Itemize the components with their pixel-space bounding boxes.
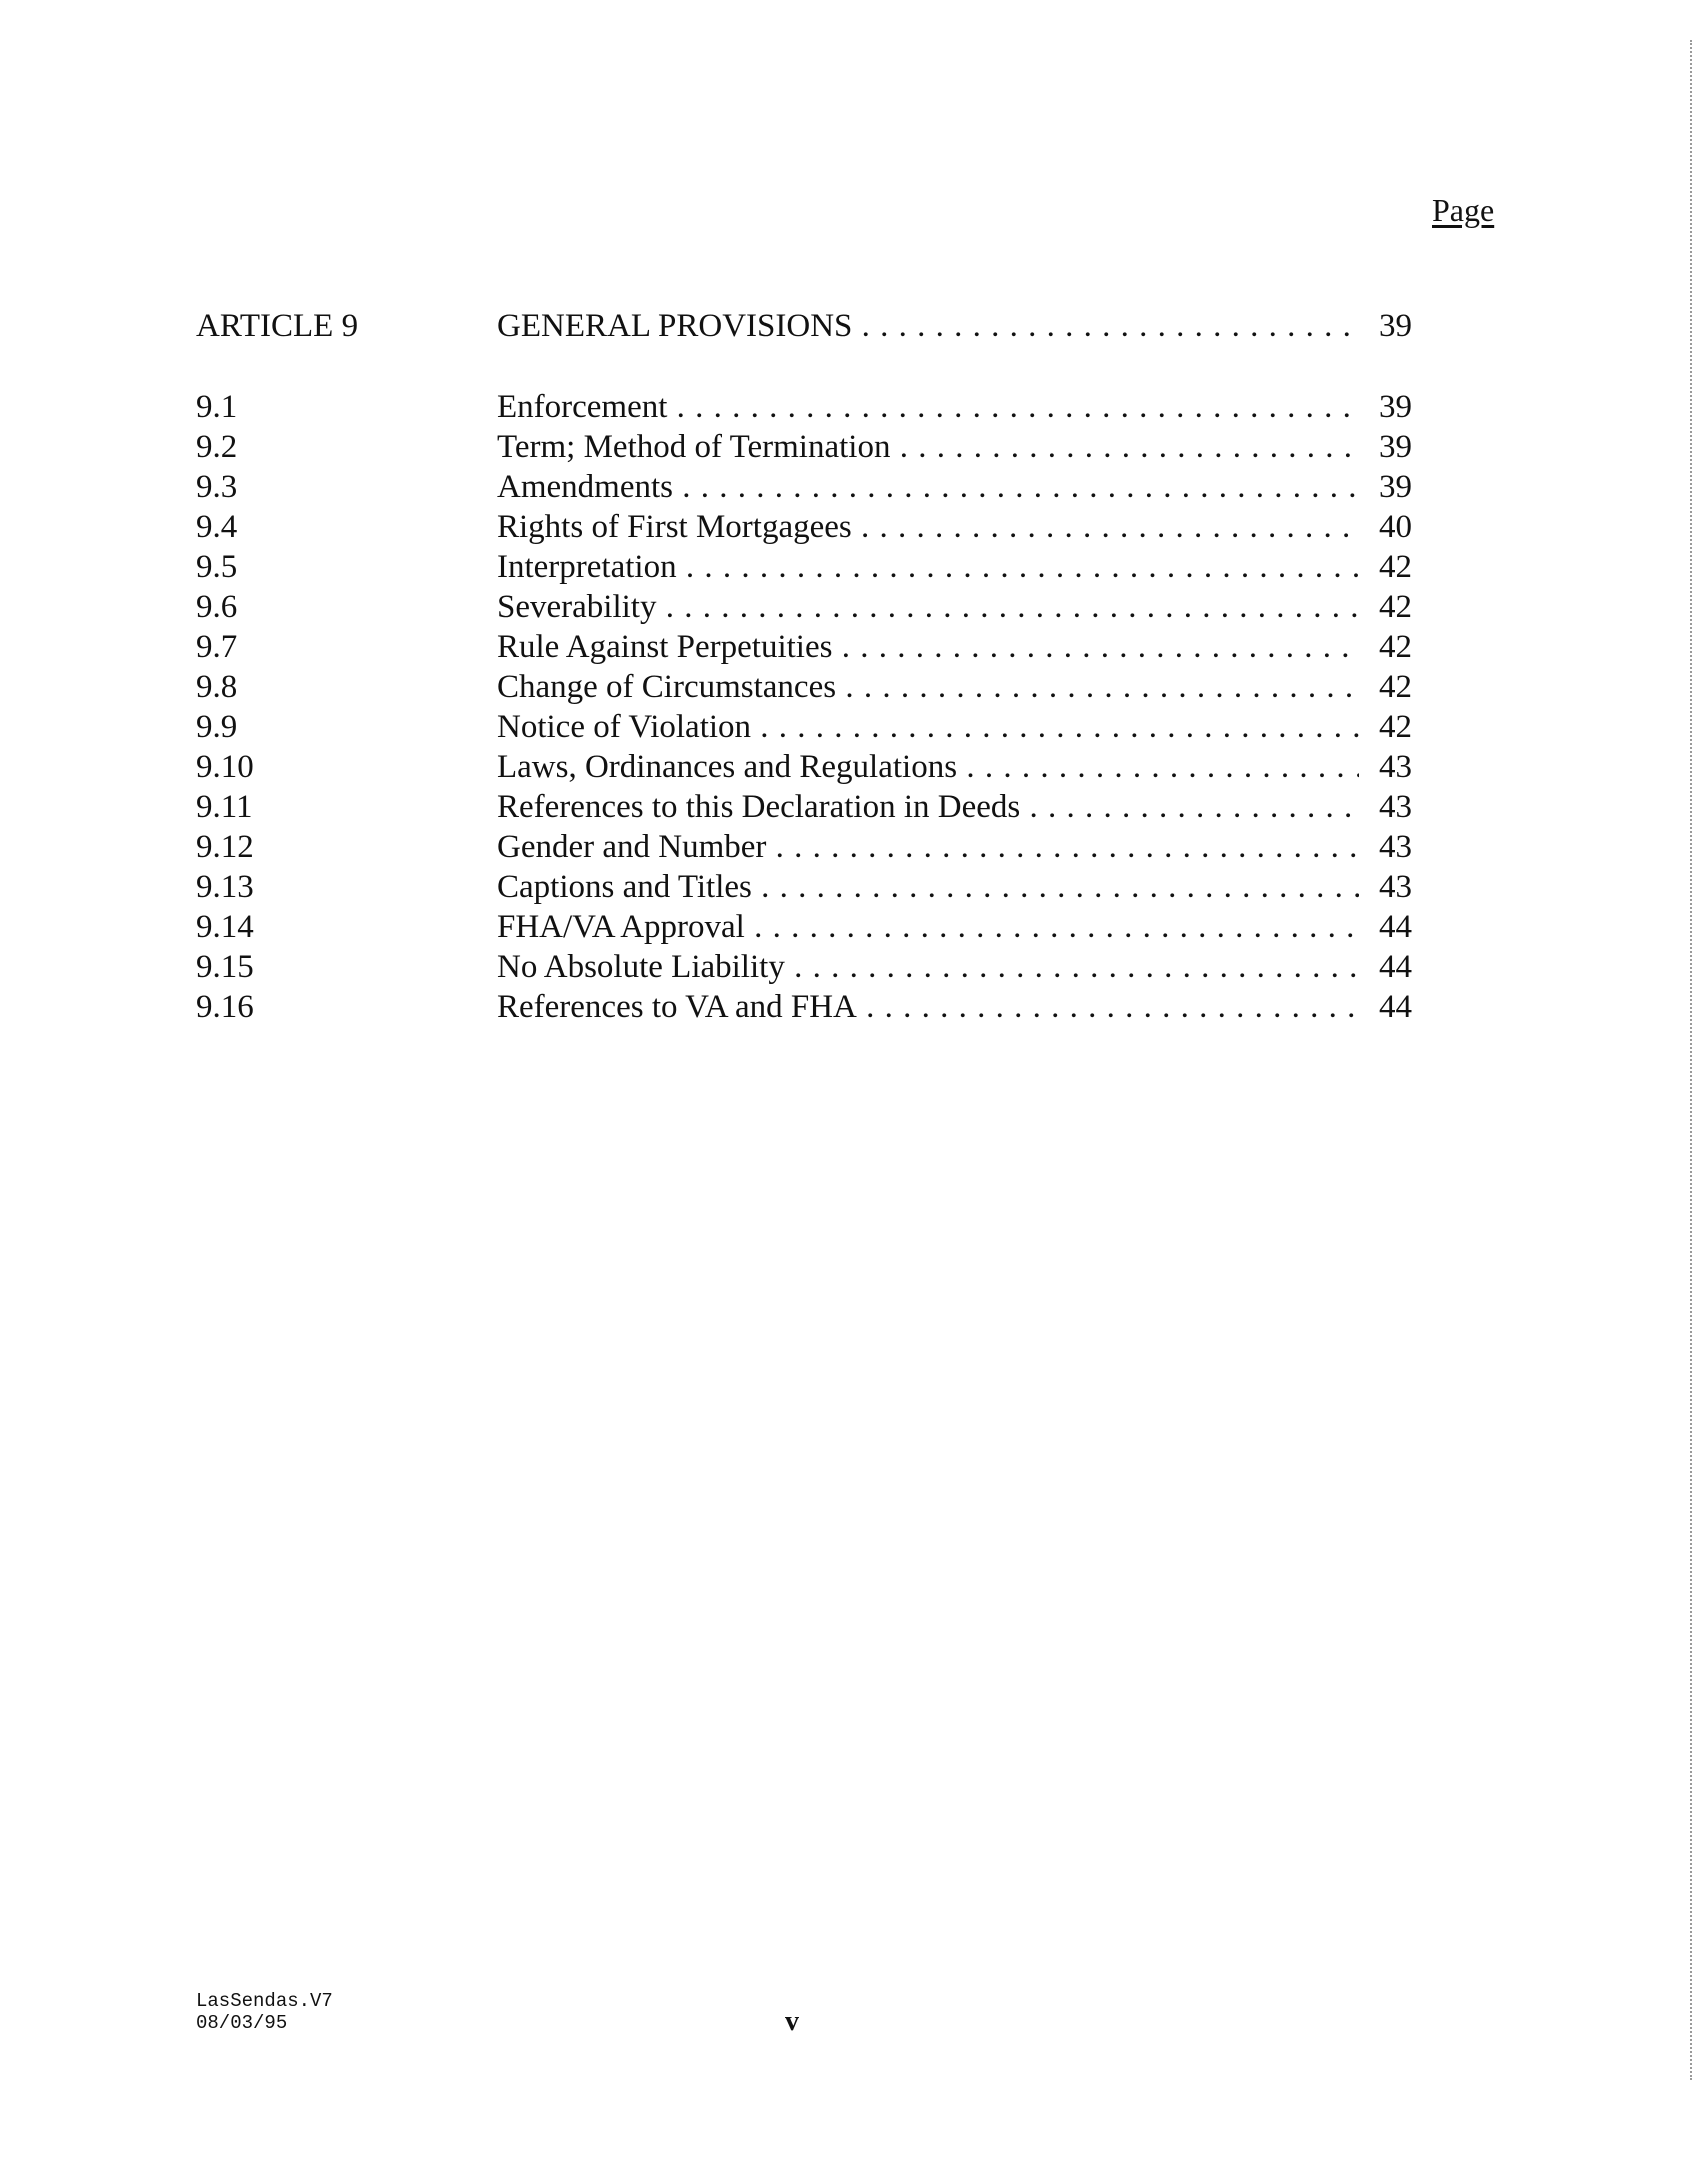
toc-row bbox=[196, 627, 1412, 667]
toc-row bbox=[196, 507, 1412, 547]
section-title: Interpretation . . . bbox=[497, 547, 1359, 587]
section-number: 9.15 bbox=[196, 949, 254, 985]
section-title: Change of Circumstances . . . bbox=[497, 667, 1359, 707]
section-page: 44 bbox=[1379, 909, 1412, 945]
section-page: 43 bbox=[1379, 869, 1412, 905]
footer-date: 08/03/95 bbox=[196, 2012, 288, 2034]
section-title: Amendments . . . bbox=[497, 467, 1359, 507]
toc-row bbox=[196, 867, 1412, 907]
section-number: 9.1 bbox=[196, 389, 238, 425]
article-number: ARTICLE 9 bbox=[196, 308, 359, 344]
toc-row bbox=[196, 547, 1412, 587]
section-title: References to this Declaration in Deeds . . . bbox=[497, 787, 1359, 827]
article-title: GENERAL PROVISIONS . . . bbox=[497, 306, 1359, 346]
section-page: 44 bbox=[1379, 949, 1412, 985]
page-edge-line bbox=[1690, 40, 1692, 2080]
section-title: Laws, Ordinances and Regulations . . . bbox=[497, 747, 1359, 787]
section-number: 9.3 bbox=[196, 469, 238, 505]
section-title: References to VA and FHA . . . bbox=[497, 987, 1359, 1027]
section-title: Enforcement . . . bbox=[497, 387, 1359, 427]
toc-row bbox=[196, 947, 1412, 987]
toc-row bbox=[196, 587, 1412, 627]
section-title: Term; Method of Termination . . . bbox=[497, 427, 1359, 467]
section-page: 43 bbox=[1379, 829, 1412, 865]
section-number: 9.16 bbox=[196, 989, 254, 1025]
section-number: 9.7 bbox=[196, 629, 238, 665]
section-number: 9.14 bbox=[196, 909, 254, 945]
page-column-heading: Page bbox=[1432, 192, 1495, 228]
footer-file-name: LasSendas.V7 bbox=[196, 1990, 333, 2012]
section-page: 39 bbox=[1379, 469, 1412, 505]
section-page: 42 bbox=[1379, 709, 1412, 745]
toc-row bbox=[196, 667, 1412, 707]
toc-row bbox=[196, 987, 1412, 1027]
toc-row bbox=[196, 387, 1412, 427]
section-page: 42 bbox=[1379, 549, 1412, 585]
section-page: 39 bbox=[1379, 429, 1412, 465]
section-number: 9.13 bbox=[196, 869, 254, 905]
article-page: 39 bbox=[1379, 308, 1412, 344]
document-footer-id bbox=[196, 1990, 333, 2034]
toc-row bbox=[196, 707, 1412, 747]
section-title: FHA/VA Approval . . . bbox=[497, 907, 1359, 947]
article-heading-row bbox=[196, 306, 1412, 346]
toc-row bbox=[196, 827, 1412, 867]
section-title: Rights of First Mortgagees . . . bbox=[497, 507, 1359, 547]
section-number: 9.9 bbox=[196, 709, 238, 745]
section-title: Rule Against Perpetuities . . . bbox=[497, 627, 1359, 667]
section-number: 9.10 bbox=[196, 749, 254, 785]
section-page: 43 bbox=[1379, 749, 1412, 785]
section-number: 9.6 bbox=[196, 589, 238, 625]
section-page: 43 bbox=[1379, 789, 1412, 825]
toc-row bbox=[196, 427, 1412, 467]
section-page: 42 bbox=[1379, 669, 1412, 705]
section-number: 9.2 bbox=[196, 429, 238, 465]
toc-row bbox=[196, 787, 1412, 827]
section-number: 9.11 bbox=[196, 789, 253, 825]
toc-row bbox=[196, 907, 1412, 947]
section-title: Gender and Number . . . bbox=[497, 827, 1359, 867]
section-title: Notice of Violation . . . bbox=[497, 707, 1359, 747]
toc-row bbox=[196, 467, 1412, 507]
section-title: Severability . . . bbox=[497, 587, 1359, 627]
section-number: 9.8 bbox=[196, 669, 238, 705]
section-number: 9.12 bbox=[196, 829, 254, 865]
section-page: 39 bbox=[1379, 389, 1412, 425]
section-title: Captions and Titles . . . bbox=[497, 867, 1359, 907]
toc-row bbox=[196, 747, 1412, 787]
section-page: 42 bbox=[1379, 589, 1412, 625]
section-page: 42 bbox=[1379, 629, 1412, 665]
section-page: 44 bbox=[1379, 989, 1412, 1025]
footer-page-number: v bbox=[785, 2006, 799, 2037]
section-page: 40 bbox=[1379, 509, 1412, 545]
section-number: 9.4 bbox=[196, 509, 238, 545]
section-title: No Absolute Liability . . . bbox=[497, 947, 1359, 987]
section-number: 9.5 bbox=[196, 549, 238, 585]
